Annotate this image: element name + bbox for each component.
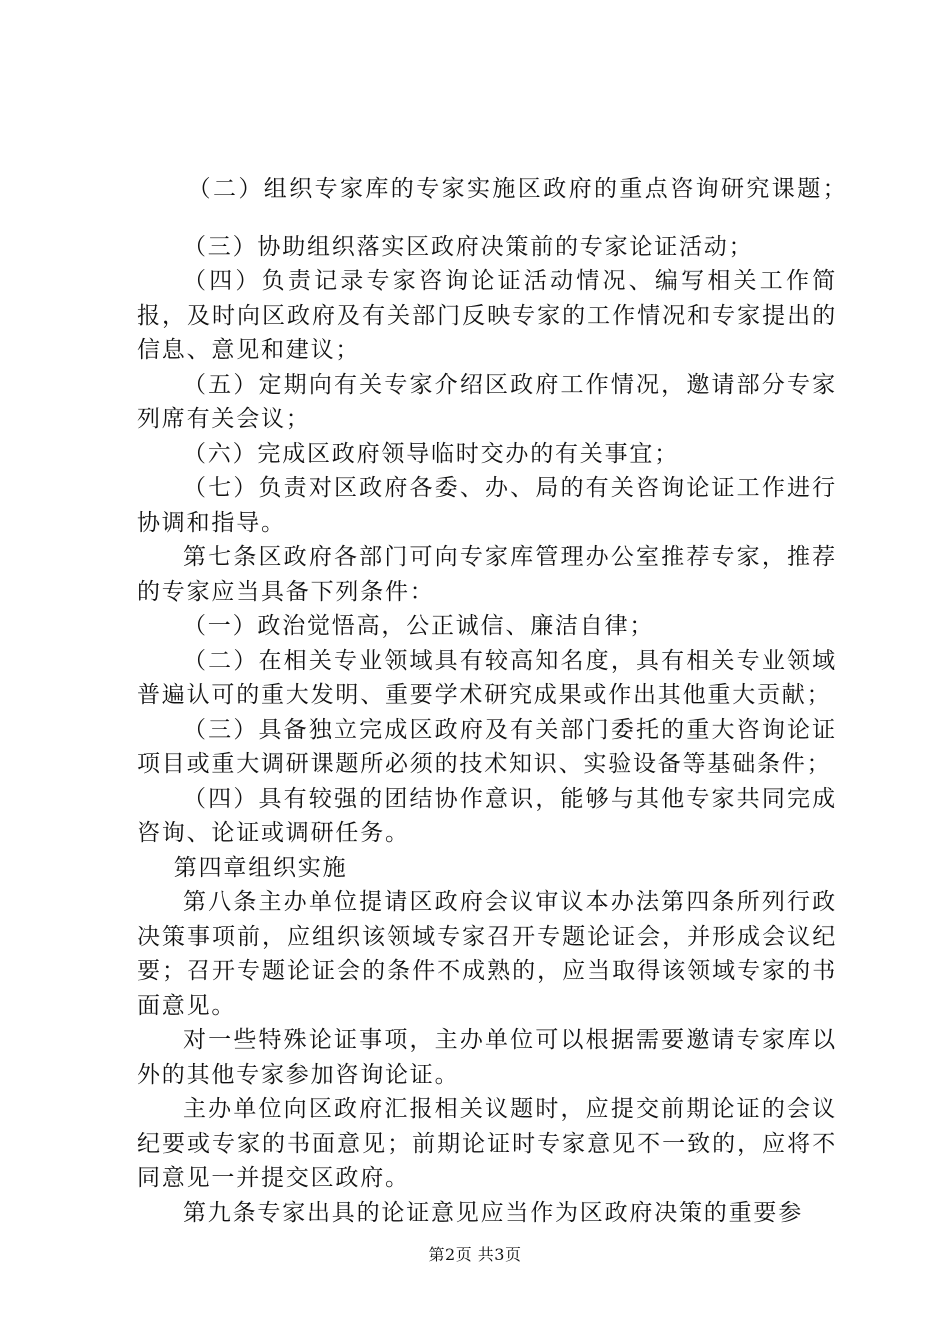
condition-3: （三）具备独立完成区政府及有关部门委托的重大咨询论证项目或重大调研课题所必须的技术知识、实验设备等基础条件；	[137, 716, 837, 777]
paragraph-item-2-7: （七）负责对区政府各委、办、局的有关咨询论证工作进行协调和指导。	[137, 475, 837, 536]
paragraph-item-2-3: （三）协助组织落实区政府决策前的专家论证活动；	[183, 233, 754, 260]
paragraph-item-2-5: （五）定期向有关专家介绍区政府工作情况，邀请部分专家列席有关会议；	[137, 371, 837, 432]
chapter-4-heading: 第四章组织实施	[173, 854, 348, 881]
paragraph-item-2-4: （四）负责记录专家咨询论证活动情况、编写相关工作简报，及时向区政府及有关部门反映专家的工作情况和专家提出的信息、意见和建议；	[137, 268, 837, 363]
article-8-special-cases: 对一些特殊论证事项，主办单位可以根据需要邀请专家库以外的其他专家参加咨询论证。	[137, 1027, 837, 1088]
condition-1: （一）政治觉悟高，公正诚信、廉洁自律；	[183, 613, 655, 639]
article-8-reporting: 主办单位向区政府汇报相关议题时，应提交前期论证的会议纪要或专家的书面意见；前期论证时专家意见不一致的，应将不同意见一并提交区政府。	[137, 1096, 837, 1191]
paragraph-item-2-2: （二）组织专家库的专家实施区政府的重点咨询研究课题；	[187, 176, 848, 202]
document-body	[137, 172, 848, 1230]
article-9: 第九条专家出具的论证意见应当作为区政府决策的重要参	[183, 1199, 803, 1226]
paragraph-item-2-6: （六）完成区政府领导临时交办的有关事宜；	[183, 440, 679, 467]
article-7: 第七条区政府各部门可向专家库管理办公室推荐专家，推荐的专家应当具备下列条件：	[137, 544, 837, 605]
condition-2: （二）在相关专业领域具有较高知名度，具有相关专业领域普遍认可的重大发明、重要学术研究成果或作出其他重大贡献；	[137, 647, 837, 708]
page-footer: 第2页 共3页	[428, 1245, 522, 1264]
condition-4: （四）具有较强的团结协作意识，能够与其他专家共同完成咨询、论证或调研任务。	[137, 785, 837, 846]
article-8: 第八条主办单位提请区政府会议审议本办法第四条所列行政决策事项前，应组织该领域专家召开专题论证会，并形成会议纪要；召开专题论证会的条件不成熟的，应当取得该领域专家的书面意见。	[137, 889, 837, 1019]
